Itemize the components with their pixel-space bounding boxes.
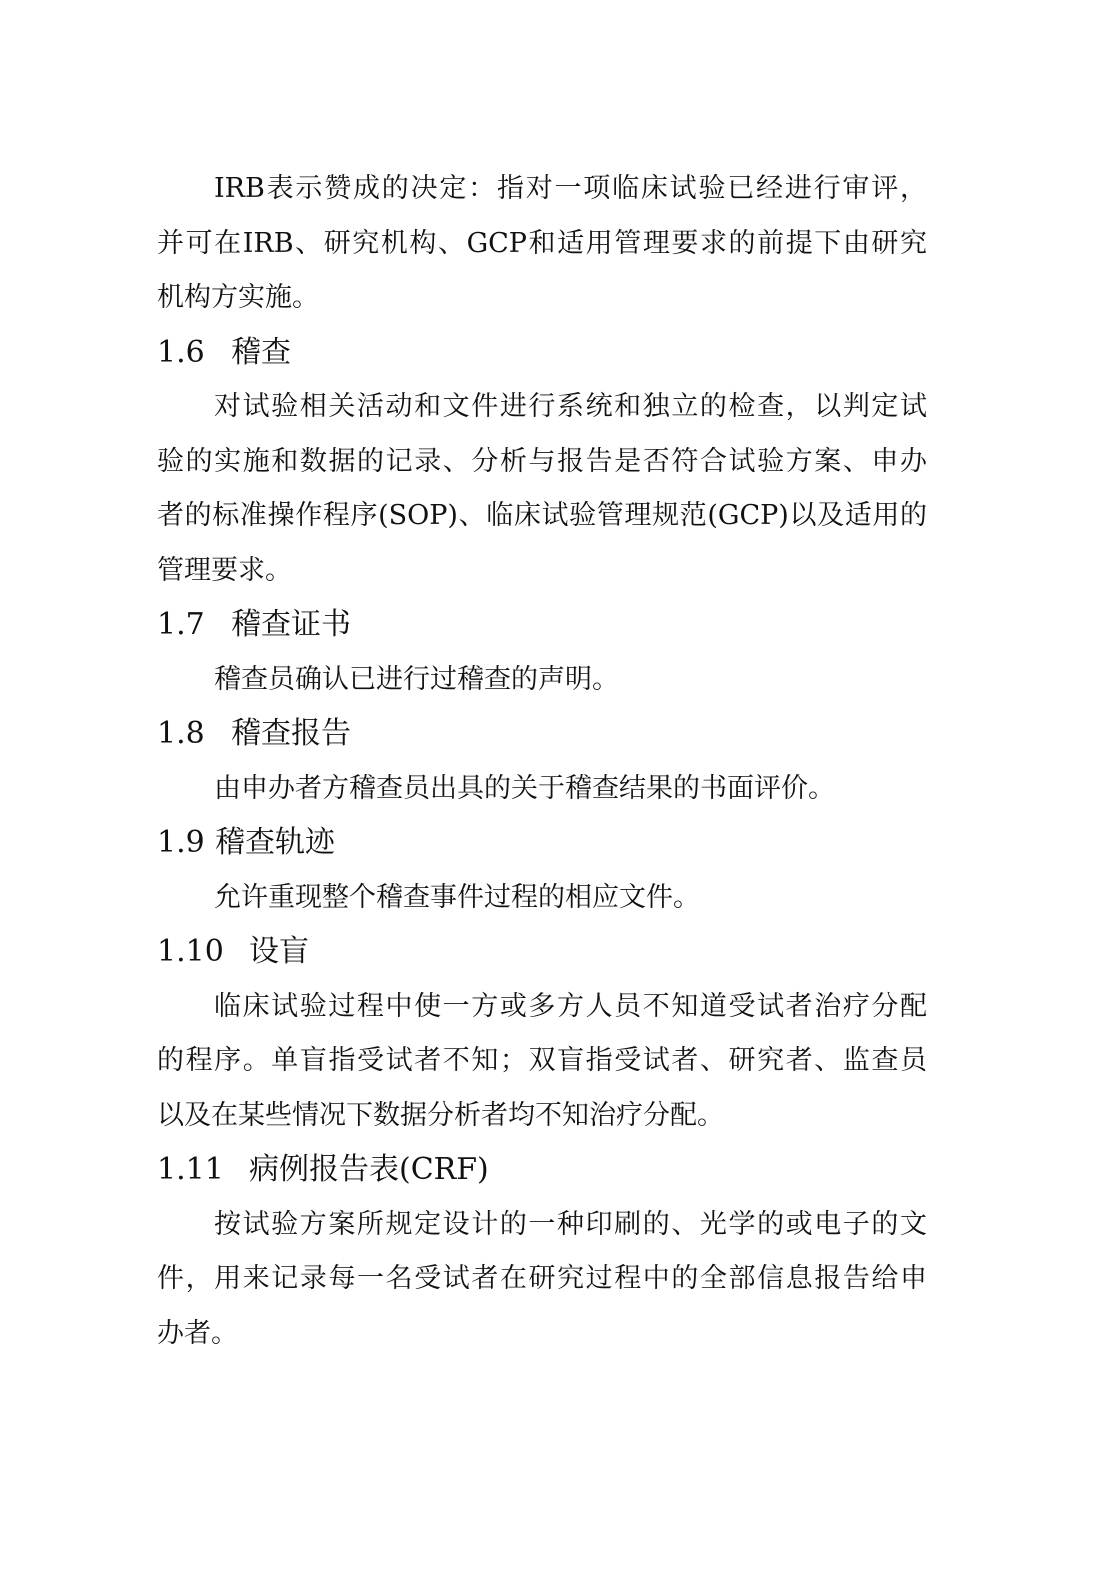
section-title: 稽查报告 (231, 716, 351, 751)
paragraph-line: 办者。 (157, 1317, 238, 1349)
section-title: 病例报告表(CRF) (249, 1152, 489, 1187)
paragraph-line: 对试验相关活动和文件进行系统和独立的检查，以判定试 (214, 391, 927, 422)
paragraph-line: 者的标准操作程序(SOP)、临床试验管理规范(GCP)以及适用的 (157, 500, 927, 531)
document-page (157, 162, 927, 1361)
paragraph-line: 允许重现整个稽查事件过程的相应文件。 (214, 881, 700, 913)
section-heading-1-9 (157, 816, 927, 871)
section-heading-1-6 (157, 326, 927, 381)
section-title: 稽查 (231, 334, 291, 370)
paragraph-line: 件，用来记录每一名受试者在研究过程中的全部信息报告给申 (157, 1263, 927, 1294)
section-heading-1-11 (157, 1143, 927, 1198)
paragraph-line: 的程序。单盲指受试者不知；双盲指受试者、研究者、监查员 (157, 1045, 927, 1076)
section-number: 1.10 (157, 934, 224, 969)
paragraph-line: 验的实施和数据的记录、分析与报告是否符合试验方案、申办 (157, 445, 927, 477)
section-body-1-6 (157, 380, 927, 598)
paragraph-line: 机构方实施。 (157, 282, 319, 313)
paragraph-line: 由申办者方稽查员出具的关于稽查结果的书面评价。 (214, 772, 835, 804)
paragraph-line: 临床试验过程中使一方或多方人员不知道受试者治疗分配 (214, 990, 927, 1022)
section-body-1-11 (157, 1198, 927, 1362)
paragraph-line: 稽查员确认已进行过稽查的声明。 (214, 663, 619, 695)
paragraph-line: 管理要求。 (157, 554, 292, 586)
section-title: 稽查证书 (231, 607, 351, 642)
section-body-1-7 (157, 653, 927, 708)
section-number: 1.9 (157, 825, 205, 860)
section-title: 稽查轨迹 (215, 825, 335, 860)
section-number: 1.7 (157, 607, 205, 642)
section-number: 1.6 (157, 334, 205, 370)
section-heading-1-10 (157, 925, 927, 980)
section-body-1-8 (157, 762, 927, 817)
section-heading-1-7 (157, 598, 927, 653)
intro-paragraph (157, 162, 927, 326)
paragraph-line: 按试验方案所规定设计的一种印刷的、光学的或电子的文 (214, 1208, 927, 1240)
paragraph-line: 以及在某些情况下数据分析者均不知治疗分配。 (157, 1099, 724, 1131)
section-body-1-9 (157, 871, 927, 926)
section-number: 1.11 (157, 1152, 224, 1187)
paragraph-line: 并可在IRB、研究机构、GCP和适用管理要求的前提下由研究 (157, 227, 927, 259)
section-number: 1.8 (157, 716, 205, 751)
section-title: 设盲 (249, 934, 309, 969)
section-heading-1-8 (157, 707, 927, 762)
section-body-1-10 (157, 980, 927, 1144)
paragraph-line: IRB表示赞成的决定：指对一项临床试验已经进行审评， (214, 173, 927, 204)
